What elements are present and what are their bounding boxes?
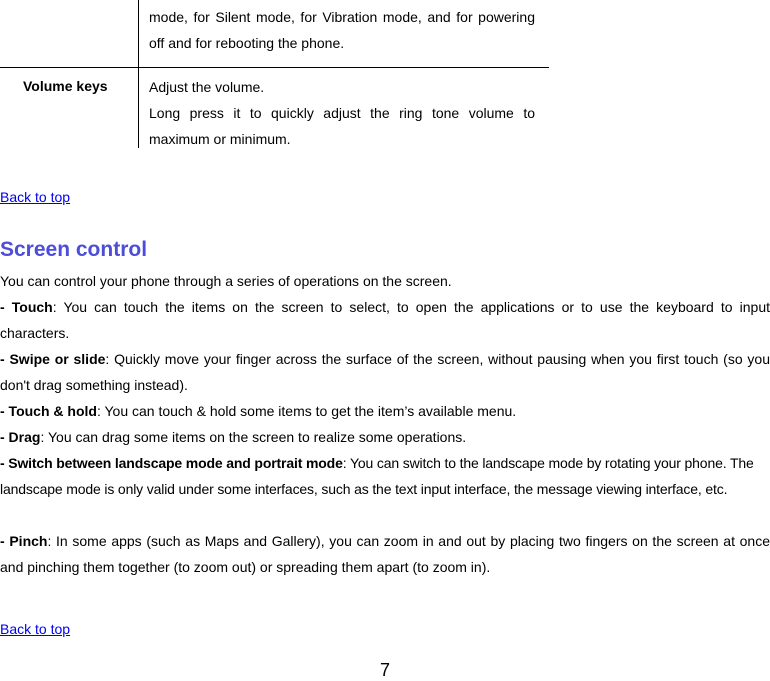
list-item-text: : You can switch to the landscape mode by rotating your phone. The landscape mode is only valid under some interfaces, such as the text input interface, the message viewing interface, etc. — [0, 455, 754, 497]
list-item-text: : You can touch the items on the screen to select, to open the applications or to use the keyboard to input characters. — [0, 299, 770, 341]
section-intro: You can control your phone through a series of operations on the screen. — [0, 273, 452, 289]
table-cell-description: mode, for Silent mode, for Vibration mode, and for powering off and for rebooting the phone. — [149, 9, 535, 51]
section-title: Screen control — [0, 238, 148, 261]
column-divider — [138, 0, 139, 67]
list-item — [0, 346, 770, 398]
page-number: 7 — [379, 660, 390, 680]
list-item — [0, 528, 770, 580]
description-line: Adjust the volume. — [149, 79, 265, 95]
description-line: Long press it to quickly adjust the ring tone volume to maximum or minimum. — [149, 105, 535, 147]
list-item-term: - Touch — [0, 299, 53, 315]
table-cell-description — [149, 74, 535, 152]
list-item-term: - Pinch — [0, 533, 48, 549]
back-to-top-link[interactable]: Back to top — [0, 189, 71, 205]
list-item-term: - Swipe or slide — [0, 351, 106, 367]
list-item-term: - Switch between landscape mode and portrait mode — [0, 455, 343, 471]
list-item-text: : In some apps (such as Maps and Gallery), you can zoom in and out by placing two fingers on the screen at once and pinching them together (to zoom out) or spreading them apart (to zoom in). — [0, 533, 770, 575]
column-divider — [138, 68, 139, 148]
list-item — [0, 450, 770, 502]
keys-table — [0, 0, 549, 148]
list-item — [0, 424, 770, 450]
list-item-term: - Touch & hold — [0, 403, 97, 419]
list-item — [0, 398, 770, 424]
table-row — [0, 0, 549, 68]
list-item-text: : Quickly move your finger across the surface of the screen, without pausing when you first touch (so you don't drag something instead). — [0, 351, 770, 393]
list-item-text: : You can touch & hold some items to get the item’s available menu. — [96, 403, 517, 419]
list-item-term: - Drag — [0, 429, 41, 445]
table-row — [0, 68, 549, 148]
list-item — [0, 294, 770, 346]
table-cell-key: Volume keys — [23, 78, 108, 94]
list-item-text: : You can drag some items on the screen to realize some operations. — [40, 429, 467, 445]
back-to-top-link[interactable]: Back to top — [0, 621, 71, 637]
